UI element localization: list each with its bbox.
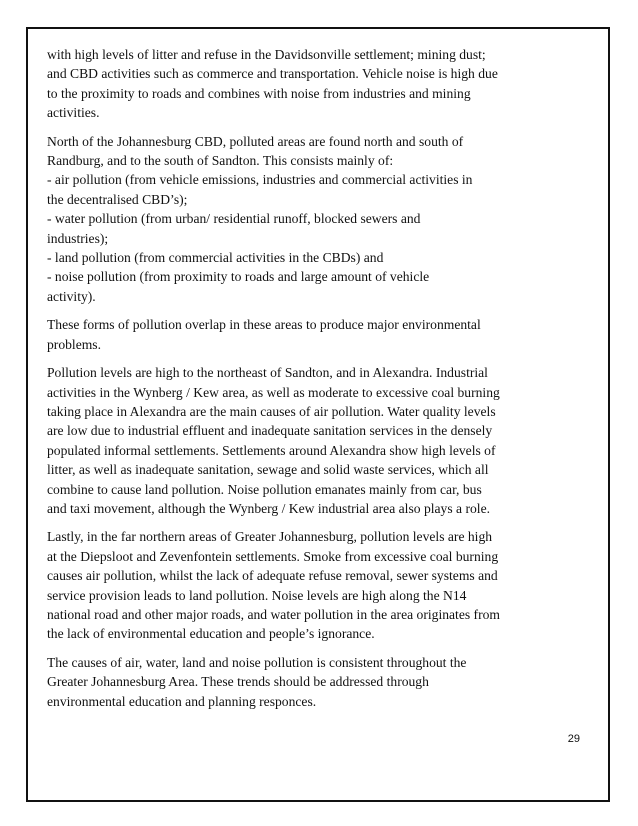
text-line: national road and other major roads, and water pollution in the area originates from xyxy=(47,606,500,622)
text-line: litter, as well as inadequate sanitation, sewage and solid waste services, which all xyxy=(47,462,489,478)
text-line: The causes of air, water, land and noise pollution is consistent throughout the xyxy=(47,654,467,670)
text-line: - land pollution (from commercial activities in the CBDs) and xyxy=(47,250,384,266)
text-line: North of the Johannesburg CBD, polluted areas are found north and south of xyxy=(47,133,464,149)
text-line: at the Diepsloot and Zevenfontein settlements. Smoke from excessive coal burning xyxy=(47,548,499,564)
text-line: to the proximity to roads and combines with noise from industries and mining xyxy=(47,85,471,101)
paragraph xyxy=(47,315,547,354)
text-line: populated informal settlements. Settlements around Alexandra show high levels of xyxy=(47,442,496,458)
text-line: Lastly, in the far northern areas of Greater Johannesburg, pollution levels are high xyxy=(47,529,493,545)
paragraph xyxy=(47,653,547,711)
text-line: service provision leads to land pollution. Noise levels are high along the N14 xyxy=(47,587,467,603)
text-line: activities in the Wynberg / Kew area, as well as moderate to excessive coal burning xyxy=(47,384,500,400)
text-line: These forms of pollution overlap in these areas to produce major environmental xyxy=(47,317,481,333)
text-line: are low due to industrial effluent and inadequate sanitation services in the densely xyxy=(47,423,493,439)
text-line: causes air pollution, whilst the lack of adequate refuse removal, sewer systems and xyxy=(47,568,498,584)
text-line: problems. xyxy=(47,336,101,352)
text-line: Pollution levels are high to the northeast of Sandton, and in Alexandra. Industrial xyxy=(47,365,488,381)
text-line: - noise pollution (from proximity to roads and large amount of vehicle xyxy=(47,269,430,285)
text-line: and taxi movement, although the Wynberg / Kew industrial area also plays a role. xyxy=(47,500,490,516)
paragraph xyxy=(47,527,547,643)
text-line: - water pollution (from urban/ residential runoff, blocked sewers and xyxy=(47,211,421,227)
document-body xyxy=(47,45,547,720)
paragraph xyxy=(47,132,547,307)
text-line: environmental education and planning responces. xyxy=(47,693,317,709)
text-line: - air pollution (from vehicle emissions, industries and commercial activities in xyxy=(47,172,473,188)
page-number: 29 xyxy=(567,733,580,745)
text-line: Randburg, and to the south of Sandton. This consists mainly of: xyxy=(47,153,394,169)
text-line: combine to cause land pollution. Noise pollution emanates mainly from car, bus xyxy=(47,481,482,497)
text-line: activity). xyxy=(47,288,96,304)
text-line: with high levels of litter and refuse in the Davidsonville settlement; mining dust; xyxy=(47,47,486,62)
paragraph xyxy=(47,45,547,123)
text-line: Greater Johannesburg Area. These trends should be addressed through xyxy=(47,674,429,690)
paragraph xyxy=(47,363,547,518)
text-line: the decentralised CBD’s); xyxy=(47,191,188,207)
text-line: the lack of environmental education and people’s ignorance. xyxy=(47,626,375,642)
text-line: taking place in Alexandra are the main causes of air pollution. Water quality levels xyxy=(47,403,496,419)
text-line: and CBD activities such as commerce and transportation. Vehicle noise is high due xyxy=(47,66,498,82)
text-line: activities. xyxy=(47,105,100,121)
text-line: industries); xyxy=(47,230,109,246)
